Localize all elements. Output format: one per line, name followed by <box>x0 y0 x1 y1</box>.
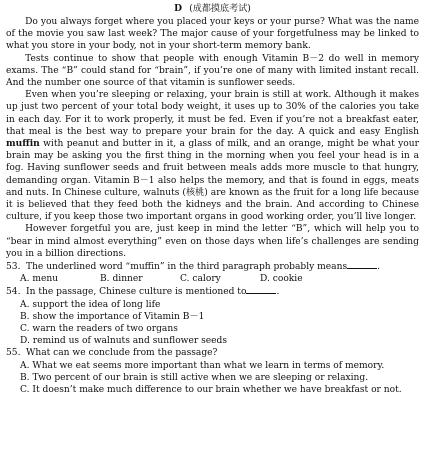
question-53-stem: The underlined word “muffin” in the third paragraph probably means <box>26 262 348 273</box>
question-55-option-b[interactable]: B. Two percent of our brain is still active when we are sleeping or relaxing. <box>20 372 369 383</box>
section-header <box>6 2 419 15</box>
paragraph-3-part-2: with peanut and butter in it, a glass of milk, and an orange, might be what your brain may be asking you the first thing in the morning when you feel your head is in a fog. Having sunflower seeds and fruit between meals adds more muscle to that hungry, demanding organ. Vitamin B－1 also helps the memory, and that is found in eggs, meats and nuts. In Chinese culture, walnuts (核桃) are known as the fruit for a long life because it is believed that they feed both the kidneys and the brain. And according to Chinese culture, if you keep those two important organs in good working order, you’ll live longer. <box>6 139 419 223</box>
passage-paragraph-2: Tests continue to show that people with enough Vitamin B－2 do well in memory exams. The “B” could stand for “brain”, if you’re one of many with limited instant recall. And the number one source of that vitamin is sunflower seeds. <box>6 53 419 89</box>
question-54 <box>6 285 419 347</box>
question-55-option-c[interactable]: C. It doesn’t make much difference to our brain whether we have breakfast or not. <box>20 385 402 396</box>
question-53-number: 53. <box>6 262 21 273</box>
question-53 <box>6 260 419 285</box>
question-54-number: 54. <box>6 287 21 298</box>
question-55-option-a[interactable]: A. What we eat seems more important than what we learn in terms of memory. <box>20 360 385 371</box>
paragraph-3-part-1: Even when you’re sleeping or relaxing, your brain is still at work. Although it makes up just two percent of your total body weight, it uses up to 30% of the calories you take in each day. For it to work properly, it must be fed. Even if you’re not a breakfast eater, that meal is the best way to prepare your brain for the day. A quick and easy English <box>6 90 419 137</box>
section-source: (成都摸底考试) <box>189 4 251 14</box>
question-53-blank[interactable] <box>347 260 377 269</box>
question-54-option-c[interactable]: C. warn the readers of two organs <box>20 324 178 335</box>
question-54-stem-line <box>6 285 419 298</box>
question-54-option-a[interactable]: A. support the idea of long life <box>20 299 161 310</box>
question-53-option-a[interactable]: A. menu <box>20 274 59 285</box>
question-53-option-c[interactable]: C. calory <box>180 274 221 285</box>
question-55 <box>6 347 419 396</box>
question-53-option-b[interactable]: B. dinner <box>100 274 143 285</box>
question-53-option-d[interactable]: D. cookie <box>260 274 303 285</box>
question-54-end: . <box>276 287 280 298</box>
question-53-options <box>6 273 419 285</box>
passage-paragraph-4: However forgetful you are, just keep in mind the letter “B”, which will help you to “bear in mind almost everything” even on those days when life’s challenges are sending you in a billion directions. <box>6 224 419 259</box>
question-55-number: 55. <box>6 348 21 359</box>
muffin-underlined-word: muffin <box>6 138 40 150</box>
passage-paragraph-3 <box>6 89 419 223</box>
question-54-option-b[interactable]: B. show the importance of Vitamin B－1 <box>20 311 205 322</box>
question-54-blank[interactable] <box>246 285 276 294</box>
question-54-option-d[interactable]: D. remind us of walnuts and sunflower seeds <box>20 336 227 347</box>
section-letter: D <box>174 3 183 14</box>
passage-paragraph-1: Do you always forget where you placed your keys or your purse? What was the name of the movie you saw last week? The major cause of your forgetfulness may be linked to what you store in your body, not in your short-term memory bank. <box>6 17 419 52</box>
question-54-stem: In the passage, Chinese culture is mentioned to <box>26 287 247 298</box>
question-53-stem-line <box>6 260 419 273</box>
question-53-end: . <box>377 262 381 273</box>
question-55-stem: What can we conclude from the passage? <box>26 348 218 359</box>
question-55-stem-line <box>6 347 419 359</box>
